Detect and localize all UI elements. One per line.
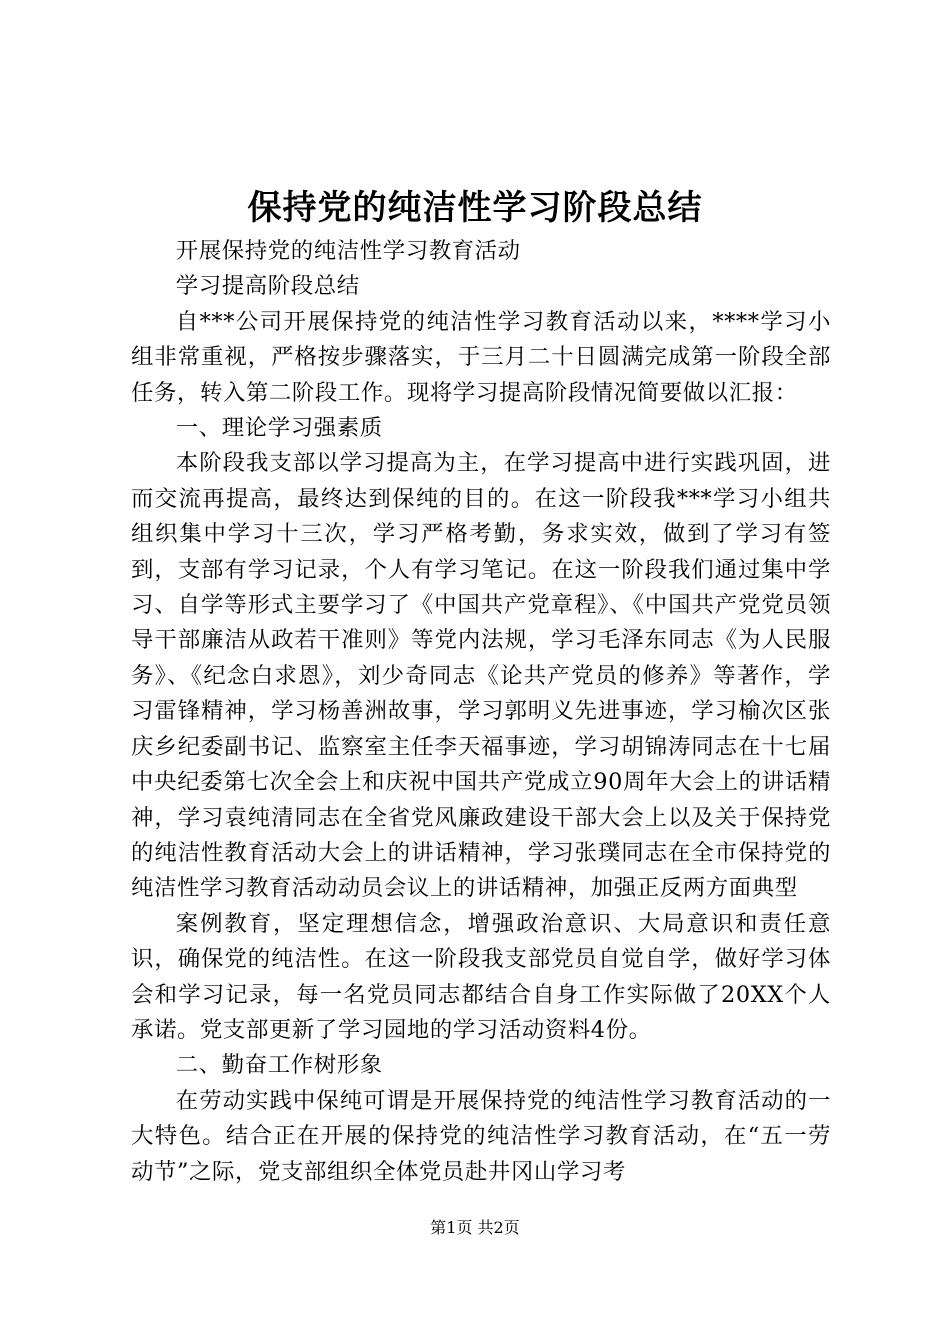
section-heading-1: 一、理论学习强素质 — [175, 415, 383, 442]
section-heading-2: 二、勤奋工作树形象 — [175, 1052, 383, 1079]
document-title: 保持党的纯洁性学习阶段总结 — [247, 188, 703, 228]
paragraph-heading-line-1: 开展保持党的纯洁性学习教育活动 — [175, 238, 521, 264]
paragraph-section-1-body: 本阶段我支部以学习提高为主，在学习提高中进行实践巩固，进而交流再提高，最终达到保纯的目的。在这一阶段我***学习小组共组织集中学习十三次，学习严格考勤，务求实效，做到了学习有签到，支部有学习记录，个人有学习笔记。在这一阶段我们通过集中学习、自学等形式主要学习了《中国共产党章程》、《中国共产党党员领导干部廉洁从政若干准则》等党内法规，学习毛泽东同志《为人民服务》、《纪念白求恩》，刘少奇同志《论共产党员的修养》等著作，学习雷锋精神，学习杨善洲故事，学习郭明义先进事迹，学习榆次区张庆乡纪委副书记、监察室主任李天福事迹，学习胡锦涛同志在十七届中央纪委第七次全会上和庆祝中国共产党成立90周年大会上的讲话精神，学习袁纯清同志在全省党风廉政建设干部大会上以及关于保持党的纯洁性教育活动大会上的讲话精神，学习张璞同志在全市保持党的纯洁性学习教育活动动员会议上的讲话精神，加强正反两方面典型 — [131, 450, 831, 902]
paragraph-section-2-body: 在劳动实践中保纯可谓是开展保持党的纯洁性学习教育活动的一大特色。结合正在开展的保持党的纯洁性学习教育活动，在“五一劳动节”之际，党支部组织全体党员赴井冈山学习考 — [131, 1087, 831, 1185]
paragraph-section-1-continued: 案例教育，坚定理想信念，增强政治意识、大局意识和责任意识，确保党的纯洁性。在这一阶段我支部党员自觉自学，做好学习体会和学习记录，每一名党员同志都结合自身工作实际做了20XX个人承诺。党支部更新了学习园地的学习活动资料4份。 — [131, 910, 831, 1043]
document-body — [131, 234, 831, 1190]
paragraph-heading-line-2: 学习提高阶段总结 — [175, 273, 360, 300]
page-footer: 第1页 共2页 — [430, 1218, 520, 1237]
paragraph-intro: 自***公司开展保持党的纯洁性学习教育活动以来，****学习小组非常重视，严格按步骤落实，于三月二十日圆满完成第一阶段全部任务，转入第二阶段工作。现将学习提高阶段情况简要做以汇报： — [131, 308, 831, 406]
